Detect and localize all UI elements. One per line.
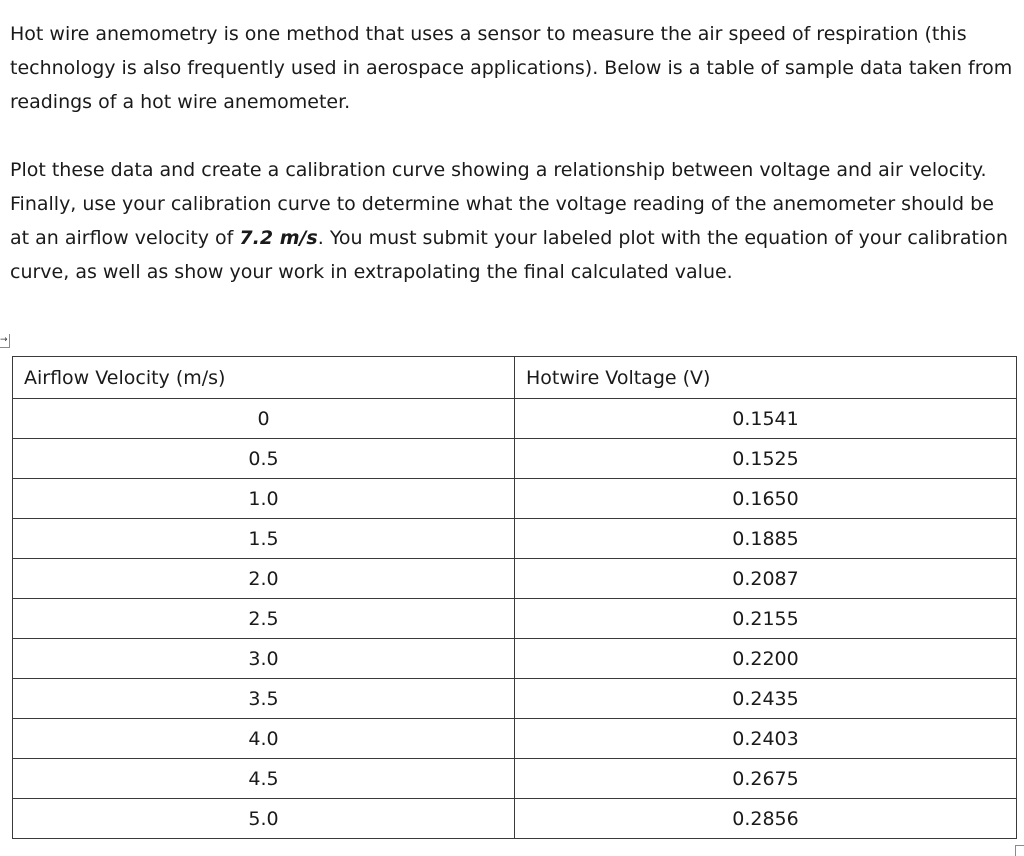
- voltage-cell: 0.1541: [515, 399, 1017, 439]
- task-text-before: Plot these data and create a calibration curve showing a relationship between voltage and air velocity. Finally, use your calibration curve to determine what the voltage reading of the anemometer should be at an airflow velocity of: [10, 159, 994, 249]
- table-resize-handle[interactable]: [1015, 845, 1024, 856]
- data-table: [12, 356, 1017, 839]
- voltage-cell: 0.2403: [515, 719, 1017, 759]
- velocity-cell: 5.0: [13, 799, 515, 839]
- voltage-cell: 0.1650: [515, 479, 1017, 519]
- voltage-cell: 0.2155: [515, 599, 1017, 639]
- intro-paragraph: Hot wire anemometry is one method that uses a sensor to measure the air speed of respiration (this technology is also frequently used in aerospace applications). Below is a table of sample data taken from readings of a hot wire anemometer.: [10, 23, 1013, 113]
- table-row: [13, 399, 1017, 439]
- voltage-cell: 0.2675: [515, 759, 1017, 799]
- velocity-cell: 4.0: [13, 719, 515, 759]
- voltage-cell: 0.1885: [515, 519, 1017, 559]
- voltage-cell: 0.2087: [515, 559, 1017, 599]
- table-row: [13, 599, 1017, 639]
- table-header-row: [13, 357, 1017, 399]
- velocity-cell: 3.5: [13, 679, 515, 719]
- velocity-cell: 1.5: [13, 519, 515, 559]
- velocity-cell: 2.5: [13, 599, 515, 639]
- table-row: [13, 559, 1017, 599]
- header-velocity: Airflow Velocity (m/s): [13, 357, 515, 399]
- task-text-after: . You must submit your labeled plot with the equation of your calibration curve, as well as show your work in extrapolating the final calculated value.: [10, 227, 1008, 283]
- voltage-cell: 0.2435: [515, 679, 1017, 719]
- table-row: [13, 479, 1017, 519]
- voltage-cell: 0.2200: [515, 639, 1017, 679]
- table-row: [13, 439, 1017, 479]
- table-row: [13, 679, 1017, 719]
- table-row: [13, 639, 1017, 679]
- header-voltage: Hotwire Voltage (V): [515, 357, 1017, 399]
- table-move-handle-icon[interactable]: →: [0, 334, 10, 348]
- target-velocity: 7.2 m/s: [239, 227, 318, 249]
- table-row: [13, 719, 1017, 759]
- velocity-cell: 0: [13, 399, 515, 439]
- velocity-cell: 1.0: [13, 479, 515, 519]
- velocity-cell: 0.5: [13, 439, 515, 479]
- voltage-cell: 0.2856: [515, 799, 1017, 839]
- velocity-cell: 2.0: [13, 559, 515, 599]
- voltage-cell: 0.1525: [515, 439, 1017, 479]
- velocity-cell: 3.0: [13, 639, 515, 679]
- velocity-cell: 4.5: [13, 759, 515, 799]
- table-row: [13, 519, 1017, 559]
- task-paragraph: [10, 153, 1018, 289]
- table-row: [13, 799, 1017, 839]
- table-row: [13, 759, 1017, 799]
